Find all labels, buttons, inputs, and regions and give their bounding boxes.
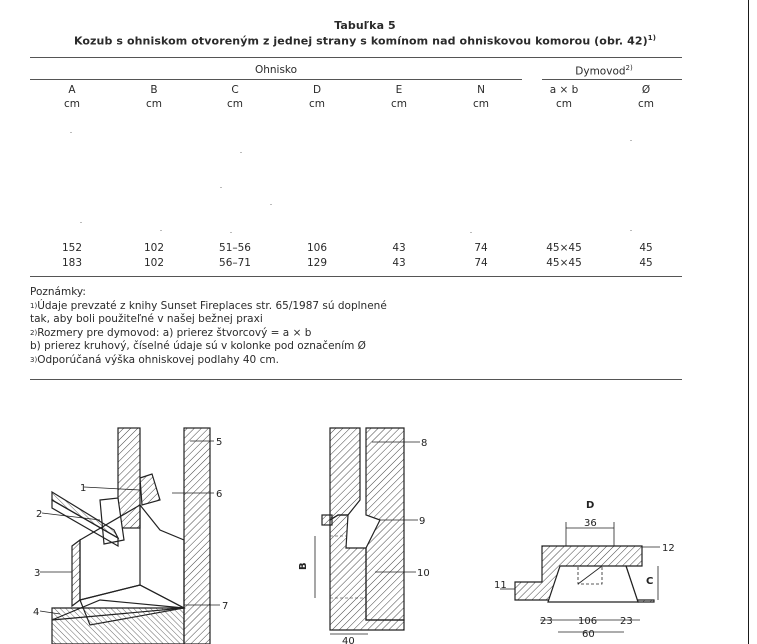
col-unit-b: cm (145, 98, 163, 110)
table-subtitle: Kozub s ohniskom otvoreným z jednej strany s komínom nad ohniskovou komorou (obr. 42)$^{1)}$ (73, 34, 657, 48)
col-unit-a: cm (63, 98, 81, 110)
table-title: Tabuľka 5 (334, 19, 396, 32)
col-header-b: B (150, 84, 158, 96)
fig-label-6: 6 (216, 489, 223, 500)
col-unit-axb: cm (555, 98, 573, 110)
note-line: $^{3)}$Odporúčaná výška ohniskovej podlahy 40 cm. (30, 353, 279, 366)
group-header-dymovod: Dymovod$^{2)}$ (575, 64, 633, 78)
cell-a: 183 (61, 257, 83, 269)
note-line: b) prierez kruhový, číselné údaje sú v kolonke pod označením Ø (30, 340, 366, 352)
subtitle-footnote-mark: 1) (647, 34, 657, 42)
cell-a: 152 (61, 242, 83, 254)
cell-c: 51–56 (219, 242, 251, 254)
col-unit-c: cm (226, 98, 244, 110)
col-header-diameter: Ø (641, 84, 651, 96)
fig-label-d: D (586, 500, 595, 511)
fig-label-3: 3 (34, 568, 41, 579)
col-header-a: A (68, 84, 76, 96)
col-header-c: C (231, 84, 239, 96)
fig-label-11: 11 (494, 580, 507, 591)
col-unit-d: cm (308, 98, 326, 110)
fig-dim-40: 40 (342, 636, 355, 644)
cell-axb: 45×45 (546, 257, 582, 269)
fig-label-9: 9 (419, 516, 426, 527)
col-header-d: D (312, 84, 322, 96)
cell-diameter: 45 (639, 242, 653, 254)
fig-dim-23-left: 23 (540, 616, 553, 627)
fig-label-1: 1 (80, 483, 87, 494)
fig-label-b: B (298, 562, 309, 570)
cell-b: 102 (143, 257, 165, 269)
fig-label-c: C (646, 576, 654, 587)
cell-b: 102 (143, 242, 165, 254)
fig-dim-60: 60 (582, 629, 595, 640)
fig-dim-106: 106 (578, 616, 598, 627)
fig-label-8: 8 (421, 438, 428, 449)
fig-label-5: 5 (216, 437, 223, 448)
fig-dim-23-right: 23 (620, 616, 633, 627)
col-unit-e: cm (390, 98, 408, 110)
note-line: $^{1)}$Údaje prevzaté z knihy Sunset Fireplaces str. 65/1987 sú doplnené (30, 299, 387, 312)
fig-dim-36: 36 (584, 518, 597, 529)
cell-e: 43 (392, 257, 406, 269)
col-unit-diameter: cm (637, 98, 655, 110)
notes-heading: Poznámky: (30, 286, 86, 298)
fig-label-2: 2 (36, 509, 43, 520)
plan-view (515, 546, 654, 602)
fig-label-10: 10 (417, 568, 430, 579)
note-line: $^{2)}$Rozmery pre dymovod: a) prierez štvorcový = a × b (30, 326, 312, 339)
note-line: tak, aby boli použiteľné v našej bežnej praxi (30, 313, 263, 325)
perspective-view (52, 428, 210, 644)
cell-diameter: 45 (639, 257, 653, 269)
cell-d: 106 (306, 242, 328, 254)
group-header-ohnisko: Ohnisko (254, 64, 298, 76)
dymovod-footnote-mark: 2) (625, 64, 633, 72)
col-header-axb: a × b (549, 84, 579, 96)
fig-label-4: 4 (33, 607, 40, 618)
col-header-e: E (395, 84, 403, 96)
cell-d: 129 (306, 257, 328, 269)
fig-label-7: 7 (222, 601, 229, 612)
col-header-n: N (477, 84, 485, 96)
section-view (322, 428, 404, 630)
fig-label-12: 12 (662, 543, 675, 554)
cell-e: 43 (392, 242, 406, 254)
cell-n: 74 (474, 257, 488, 269)
cell-n: 74 (474, 242, 488, 254)
cell-axb: 45×45 (546, 242, 582, 254)
col-unit-n: cm (472, 98, 490, 110)
cell-c: 56–71 (219, 257, 251, 269)
